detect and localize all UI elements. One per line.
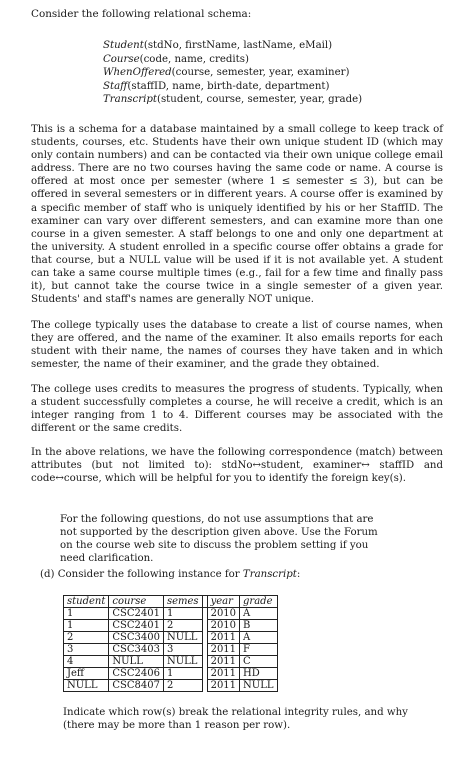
question-label: (d) Consider the following instance for Transcript: (40, 569, 301, 580)
relation-name: Staff (103, 80, 128, 92)
relation-attributes: (course, semester, year, examiner) (171, 67, 350, 79)
relation-name: Student (103, 40, 144, 51)
table-cell: CSC2406 (109, 668, 164, 680)
usage-paragraph: The college typically uses the database to create a list of course names, when they are offered, and the name of the examiner. It also emails reports for each student with their name, the names of courses they have taken and in which semester, the name of their examiner, and the grade they obtained. (31, 320, 443, 371)
relation-attributes: (student, course, semester, year, grade) (156, 94, 363, 106)
table-cell: 2011 (207, 656, 239, 668)
table-cell: 1 (163, 608, 202, 620)
table-cell: 2010 (207, 620, 239, 632)
relation-name: Course (103, 53, 140, 65)
table-cell: 3 (163, 644, 202, 656)
table-cell: NULL (163, 632, 202, 644)
final-question: Indicate which row(s) break the relational integrity rules, and why (there may be more than 1 reason per row). (63, 707, 408, 731)
schema-relation (103, 80, 362, 94)
table-cell: HD (240, 668, 277, 680)
table-cell: 2010 (207, 608, 239, 620)
relation-attributes: (code, name, credits) (139, 53, 249, 65)
table-cell: 4 (64, 656, 109, 668)
table-cell: 2011 (207, 668, 239, 680)
column-header: year (207, 596, 239, 608)
relation-attributes: (staffID, name, birth-date, department) (127, 80, 330, 92)
table-header-row (64, 596, 278, 608)
schema-relation (103, 93, 362, 107)
table-cell: 1 (64, 620, 109, 632)
schema-relation (103, 53, 362, 67)
question-relation: Transcript (242, 569, 297, 580)
table-cell: 2 (64, 632, 109, 644)
table-cell: CSC2401 (109, 620, 164, 632)
table-cell: CSC3400 (109, 632, 164, 644)
relation-name: Transcript (103, 94, 157, 106)
table-cell: 1 (64, 608, 109, 620)
table-cell: CSC3403 (109, 644, 164, 656)
table-cell: B (240, 620, 277, 632)
table-cell: 2 (163, 620, 202, 632)
table-cell: 2 (163, 680, 202, 692)
table-cell: CSC2401 (109, 608, 164, 620)
column-header: semes (163, 596, 202, 608)
table-row (64, 668, 278, 680)
description-paragraph: This is a schema for a database maintained by a small college to keep track of students, courses, etc. Students have their own unique student ID (which may only contain numbers) and can be contacted via their own unique college email address. There are no two courses having the same code or name. A course is offered at most once per semester (where 1 ≤ semester ≤ 3), but can be offered in several semesters or in different years. A course offer is examined by a specific member of staff who is uniquely identified by his or her StaffID. The examiner can vary over different semesters, and can examine more than one course in a given semester. A staff belongs to one and only one department at the university. A student enrolled in a specific course offer obtains a grade for that course, but a NULL value will be used if it is not available yet. A student can take a same course multiple times (e.g., fail for a few time and finally pass it), but cannot take the course twice in a single semester of a given year. Students' and staff's names are generally NOT unique. (31, 124, 443, 306)
relation-name: WhenOffered (103, 67, 172, 79)
table-cell: A (240, 632, 277, 644)
table-cell: Jeff (64, 668, 109, 680)
table-row (64, 620, 278, 632)
table-row (64, 644, 278, 656)
table-cell: 1 (163, 668, 202, 680)
table-cell: 3 (64, 644, 109, 656)
schema-relation (103, 66, 362, 80)
table-row (64, 656, 278, 668)
table-cell: 2011 (207, 644, 239, 656)
relation-attributes: (stdNo, firstName, lastName, eMail) (143, 40, 333, 51)
table-cell: CSC8407 (109, 680, 164, 692)
table-cell: 2011 (207, 680, 239, 692)
transcript-table (63, 595, 278, 692)
schema-list (103, 39, 362, 107)
intro-text: Consider the following relational schema: (31, 8, 252, 20)
credits-paragraph: The college uses credits to measures the progress of students. Typically, when a student successfully completes a course, he will receive a credit, which is an integer ranging from 1 to 4. Different courses may be associated with the different or the same credits. (31, 384, 443, 435)
table-row (64, 608, 278, 620)
table-cell: NULL (163, 656, 202, 668)
table-row (64, 680, 278, 692)
table-cell: C (240, 656, 277, 668)
table-cell: A (240, 608, 277, 620)
table-cell: NULL (64, 680, 109, 692)
instructions-note: For the following questions, do not use assumptions that are not supported by the description given above. Use the Forum on the course web site to discuss the problem setting if you need clarification. (60, 514, 378, 565)
table-cell: F (240, 644, 277, 656)
table-row (64, 632, 278, 644)
schema-relation (103, 39, 362, 53)
table-cell: 2011 (207, 632, 239, 644)
column-header: student (64, 596, 109, 608)
column-header: course (109, 596, 164, 608)
table-cell: NULL (240, 680, 277, 692)
column-header: grade (240, 596, 277, 608)
table-cell: NULL (109, 656, 164, 668)
correspondence-paragraph: In the above relations, we have the following correspondence (match) between attributes (but not limited to): stdNo↔student, examiner↔ staffID and code↔course, which will be helpful for you to identify the foreign key(s). (31, 447, 443, 485)
